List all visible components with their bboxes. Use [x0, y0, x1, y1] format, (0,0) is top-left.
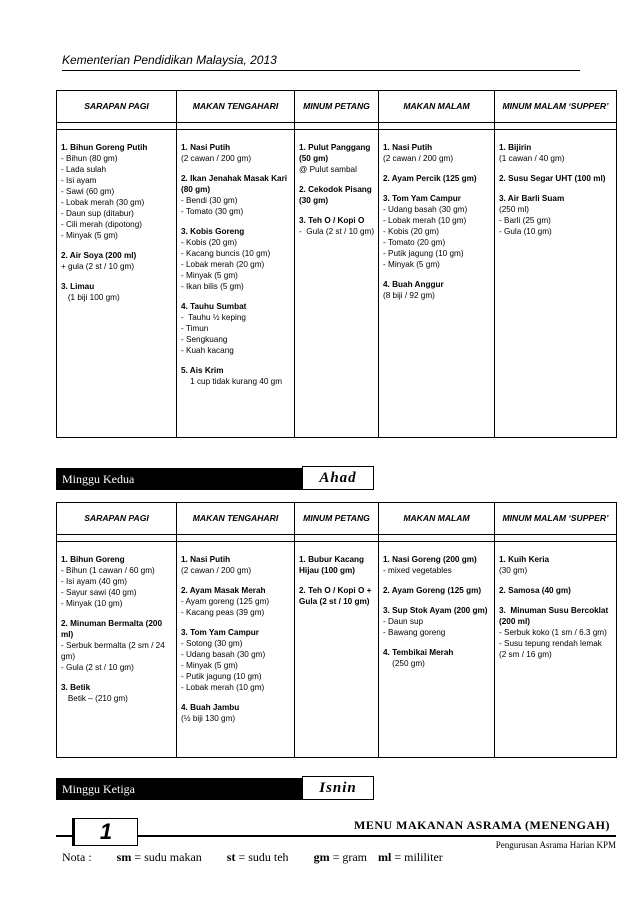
menu-ingredient: - Tomato (30 gm) — [181, 207, 244, 216]
menu-table-week-2 — [56, 502, 617, 758]
menu-dish-title: 3. Sup Stok Ayam (200 gm) — [383, 606, 488, 615]
menu-ingredient: - Tauhu ½ keping — [181, 313, 246, 322]
cell-makan-malam — [379, 130, 495, 438]
menu-ingredient: (30 gm) — [499, 566, 528, 575]
menu-ingredient: (1 cawan / 40 gm) — [499, 154, 565, 163]
menu-ingredient: - Sotong (30 gm) — [181, 639, 243, 648]
menu-ingredient: - Sawi (60 gm) — [61, 187, 115, 196]
menu-dish-title: 2. Teh O / Kopi O + Gula (2 st / 10 gm) — [299, 586, 374, 606]
menu-ingredient: - Bawang goreng — [383, 628, 446, 637]
menu-ingredient: - Sayur sawi (40 gm) — [61, 588, 137, 597]
menu-ingredient: - Udang basah (30 gm) — [383, 205, 468, 214]
col-header-makan-malam: MAKAN MALAM — [379, 503, 495, 535]
menu-ingredient: (1 biji 100 gm) — [61, 293, 120, 302]
menu-dish-title: 2. Air Soya (200 ml) — [61, 251, 137, 260]
menu-ingredient: - Kobis (20 gm) — [383, 227, 439, 236]
abbr-key: st — [226, 850, 236, 864]
menu-ingredient: - Minyak (5 gm) — [383, 260, 440, 269]
menu-dish-title: 3. Betik — [61, 683, 91, 692]
abbr-value: = mililiter — [394, 850, 443, 864]
menu-ingredient: - Minyak (5 gm) — [181, 661, 238, 670]
menu-ingredient: - Kacang peas (39 gm) — [181, 608, 265, 617]
menu-dish-title: 2. Cekodok Pisang (30 gm) — [299, 185, 375, 205]
menu-ingredient: - Susu tepung rendah lemak — [499, 639, 602, 648]
menu-dish-title: 1. Pulut Panggang (50 gm) — [299, 143, 373, 163]
cell-minum-malam — [495, 130, 617, 438]
cell-makan-tengahari — [177, 542, 295, 758]
menu-ingredient: - Daun sup — [383, 617, 424, 626]
menu-dish-title: 3. Limau — [61, 282, 95, 291]
menu-ingredient: (250 gm) — [383, 659, 425, 668]
header-org: Kementerian Pendidikan Malaysia, 2013 — [62, 53, 277, 67]
header-rule — [62, 70, 580, 71]
menu-ingredient: - Gula (10 gm) — [499, 227, 552, 236]
cell-makan-malam — [379, 542, 495, 758]
menu-ingredient: - Timun — [181, 324, 209, 333]
menu-ingredient: - Bihun (80 gm) — [61, 154, 118, 163]
menu-ingredient: (2 cawan / 200 gm) — [181, 566, 252, 575]
menu-ingredient: (½ biji 130 gm) — [181, 714, 236, 723]
menu-ingredient: @ Pulut sambal — [299, 165, 357, 174]
menu-dish-title: 2. Ayam Goreng (125 gm) — [383, 586, 482, 595]
menu-ingredient: - Bendi (30 gm) — [181, 196, 238, 205]
menu-ingredient: - Serbuk bermalta (2 sm / 24 gm) — [61, 641, 168, 661]
menu-dish-title: 1. Bubur Kacang Hijau (100 gm) — [299, 555, 367, 575]
page-number: 1 — [72, 818, 138, 846]
col-header-minum-petang: MINUM PETANG — [295, 91, 379, 123]
menu-ingredient: - Udang basah (30 gm) — [181, 650, 266, 659]
col-header-minum-petang: MINUM PETANG — [295, 503, 379, 535]
abbr-key: sm — [116, 850, 132, 864]
menu-ingredient: (250 ml) — [499, 205, 530, 214]
menu-dish-title: 2. Susu Segar UHT (100 ml) — [499, 174, 606, 183]
menu-ingredient: - Cili merah (dipotong) — [61, 220, 142, 229]
menu-ingredient: - Barli (25 gm) — [499, 216, 551, 225]
menu-dish-title: 1. Kuih Keria — [499, 555, 550, 564]
col-header-makan-tengahari: MAKAN TENGAHARI — [177, 503, 295, 535]
cell-sarapan-pagi — [57, 130, 177, 438]
menu-dish-title: 3. Kobis Goreng — [181, 227, 245, 236]
menu-dish-title: 2. Ikan Jenahak Masak Kari (80 gm) — [181, 174, 290, 194]
menu-table-week-1 — [56, 90, 617, 438]
cell-minum-malam — [495, 542, 617, 758]
menu-ingredient: - Kacang buncis (10 gm) — [181, 249, 271, 258]
week-label-kedua: Minggu Kedua — [56, 468, 368, 490]
day-label-isnin: Isnin — [302, 776, 374, 800]
menu-ingredient: - Isi ayam — [61, 176, 97, 185]
menu-dish-title: 2. Samosa (40 gm) — [499, 586, 571, 595]
menu-dish-title: 1. Bijirin — [499, 143, 532, 152]
menu-dish-title: 1. Nasi Putih — [181, 555, 231, 564]
menu-ingredient: - Tomato (20 gm) — [383, 238, 446, 247]
menu-ingredient: - Minyak (5 gm) — [61, 231, 118, 240]
menu-dish-title: 3. Minuman Susu Bercoklat (200 ml) — [499, 606, 611, 626]
abbr-value: = sudu makan — [134, 850, 202, 864]
menu-dish-title: 4. Buah Anggur — [383, 280, 444, 289]
col-header-minum-malam: MINUM MALAM ‘SUPPER’ — [495, 91, 617, 123]
menu-dish-title: 4. Tembikai Merah — [383, 648, 454, 657]
menu-ingredient: (2 sm / 16 gm) — [499, 650, 552, 659]
menu-ingredient: - Lobak merah (20 gm) — [181, 260, 265, 269]
menu-dish-title: 2. Ayam Masak Merah — [181, 586, 266, 595]
menu-ingredient: - Kuah kacang — [181, 346, 234, 355]
menu-ingredient: - Lobak merah (10 gm) — [181, 683, 265, 692]
col-header-makan-malam: MAKAN MALAM — [379, 91, 495, 123]
menu-ingredient: (8 biji / 92 gm) — [383, 291, 435, 300]
menu-ingredient: - Ikan bilis (5 gm) — [181, 282, 244, 291]
cell-makan-tengahari — [177, 130, 295, 438]
menu-dish-title: 1. Bihun Goreng — [61, 555, 125, 564]
menu-ingredient: - Ayam goreng (125 gm) — [181, 597, 270, 606]
week-label-ketiga: Minggu Ketiga — [56, 778, 368, 800]
footer-title: MENU MAKANAN ASRAMA (MENENGAH) — [354, 818, 610, 832]
footer-rule — [56, 835, 616, 837]
menu-ingredient: - Putik jagung (10 gm) — [383, 249, 464, 258]
menu-ingredient: + gula (2 st / 10 gm) — [61, 262, 135, 271]
menu-ingredient: - Putik jagung (10 gm) — [181, 672, 262, 681]
menu-ingredient: - Minyak (10 gm) — [61, 599, 123, 608]
abbr-key: ml — [378, 850, 392, 864]
menu-ingredient: - Gula (2 st / 10 gm) — [61, 663, 134, 672]
abbr-key: gm — [313, 850, 330, 864]
menu-dish-title: 1. Nasi Goreng (200 gm) — [383, 555, 477, 564]
menu-ingredient: - mixed vegetables — [383, 566, 452, 575]
menu-ingredient: - Bihun (1 cawan / 60 gm) — [61, 566, 155, 575]
menu-ingredient: - Isi ayam (40 gm) — [61, 577, 127, 586]
menu-dish-title: 3. Air Barli Suam — [499, 194, 565, 203]
menu-ingredient: - Gula (2 st / 10 gm) — [299, 227, 375, 236]
nota-label: Nota : — [62, 850, 92, 864]
cell-sarapan-pagi — [57, 542, 177, 758]
col-header-minum-malam: MINUM MALAM ‘SUPPER’ — [495, 503, 617, 535]
menu-dish-title: 1. Nasi Putih — [383, 143, 433, 152]
menu-dish-title: 3. Tom Yam Campur — [383, 194, 461, 203]
cell-minum-petang — [295, 130, 379, 438]
menu-ingredient: - Lobak merah (30 gm) — [61, 198, 145, 207]
menu-ingredient: - Daun sup (ditabur) — [61, 209, 134, 218]
menu-ingredient: Betik – (210 gm) — [61, 694, 128, 703]
menu-ingredient: - Serbuk koko (1 sm / 6.3 gm) — [499, 628, 607, 637]
abbr-value: = sudu teh — [238, 850, 289, 864]
menu-dish-title: 4. Buah Jambu — [181, 703, 240, 712]
menu-ingredient: - Minyak (5 gm) — [181, 271, 238, 280]
menu-dish-title: 1. Nasi Putih — [181, 143, 231, 152]
abbr-value: = gram — [332, 850, 367, 864]
menu-ingredient: - Lada sulah — [61, 165, 107, 174]
menu-dish-title: 3. Tom Yam Campur — [181, 628, 259, 637]
menu-ingredient: - Kobis (20 gm) — [181, 238, 237, 247]
menu-ingredient: (2 cawan / 200 gm) — [383, 154, 454, 163]
menu-dish-title: 2. Minuman Bermalta (200 ml) — [61, 619, 165, 639]
menu-ingredient: (2 cawan / 200 gm) — [181, 154, 252, 163]
menu-ingredient: - Lobak merah (10 gm) — [383, 216, 467, 225]
footer-subtitle: Pengurusan Asrama Harian KPM — [495, 840, 616, 850]
menu-dish-title: 3. Teh O / Kopi O — [299, 216, 365, 225]
nota-legend — [62, 850, 443, 865]
menu-ingredient: - Sengkuang — [181, 335, 228, 344]
day-label-ahad: Ahad — [302, 466, 374, 490]
cell-minum-petang — [295, 542, 379, 758]
col-header-sarapan-pagi: SARAPAN PAGI — [57, 91, 177, 123]
menu-dish-title: 5. Ais Krim — [181, 366, 224, 375]
menu-dish-title: 4. Tauhu Sumbat — [181, 302, 247, 311]
menu-dish-title: 1. Bihun Goreng Putih — [61, 143, 148, 152]
menu-ingredient: 1 cup tidak kurang 40 gm — [181, 377, 283, 386]
menu-dish-title: 2. Ayam Percik (125 gm) — [383, 174, 477, 183]
col-header-makan-tengahari: MAKAN TENGAHARI — [177, 91, 295, 123]
col-header-sarapan-pagi: SARAPAN PAGI — [57, 503, 177, 535]
